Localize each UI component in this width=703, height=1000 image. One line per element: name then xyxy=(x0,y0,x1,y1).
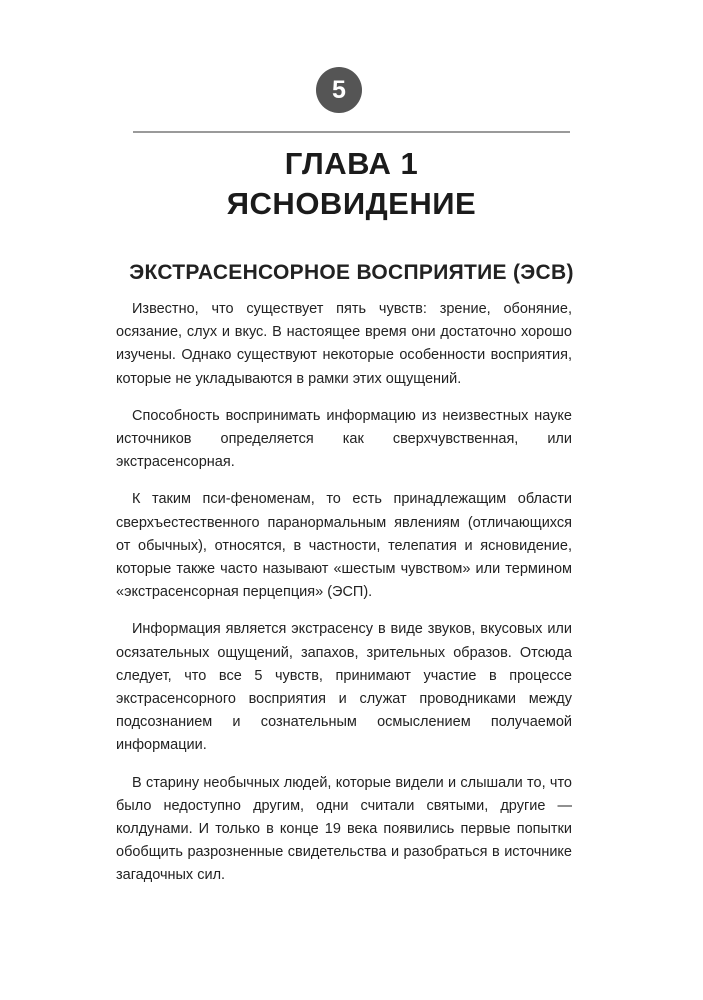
paragraph: Информация является экстрасенсу в виде звуков, вкусовых или осязательных ощущений, запахов, зрительных образов. Отсюда следует, что все 5 чувств, принимают участие в процессе экстрасенсорного восприятия и служат проводниками между подсознанием и сознательным осмыслением получаемой информации. xyxy=(116,621,572,754)
paragraph: Известно, что существует пять чувств: зрение, обоняние, осязание, слух и вкус. В настоящее время они достаточно хорошо изучены. Однако существуют некоторые особенности восприятия, которые не укладываются в рамки этих ощущений. xyxy=(116,301,572,387)
chapter-title: ЯСНОВИДЕНИЕ xyxy=(226,186,477,221)
body-text xyxy=(116,298,572,902)
chapter-number: ГЛАВА 1 xyxy=(284,146,419,181)
chapter-heading xyxy=(100,144,603,224)
section-title: ЭКСТРАСЕНСОРНОЕ ВОСПРИЯТИЕ (ЭСВ) xyxy=(129,261,574,284)
paragraph: Способность воспринимать информацию из неизвестных науке источников определяется как сверхчувственная, или экстрасенсорная. xyxy=(116,407,572,471)
paragraph: В старину необычных людей, которые видели и слышали то, что было недоступно другим, одни считали святыми, другие — колдунами. И только в конце 19 века появились первые попытки обобщить разрозненные свидетельства и разобраться в источнике загадочных сил. xyxy=(116,774,572,884)
header-rule xyxy=(133,131,570,133)
paragraph: К таким пси-феноменам, то есть принадлежащим области сверхъестественного паранормальным явлениям (отличающихся от обычных), относятся, в частности, телепатия и ясновидение, которые также часто называют «шестым чувством» или термином «экстрасенсорная перцепция» (ЭСП). xyxy=(116,491,572,601)
page-number-badge: 5 xyxy=(316,67,362,113)
